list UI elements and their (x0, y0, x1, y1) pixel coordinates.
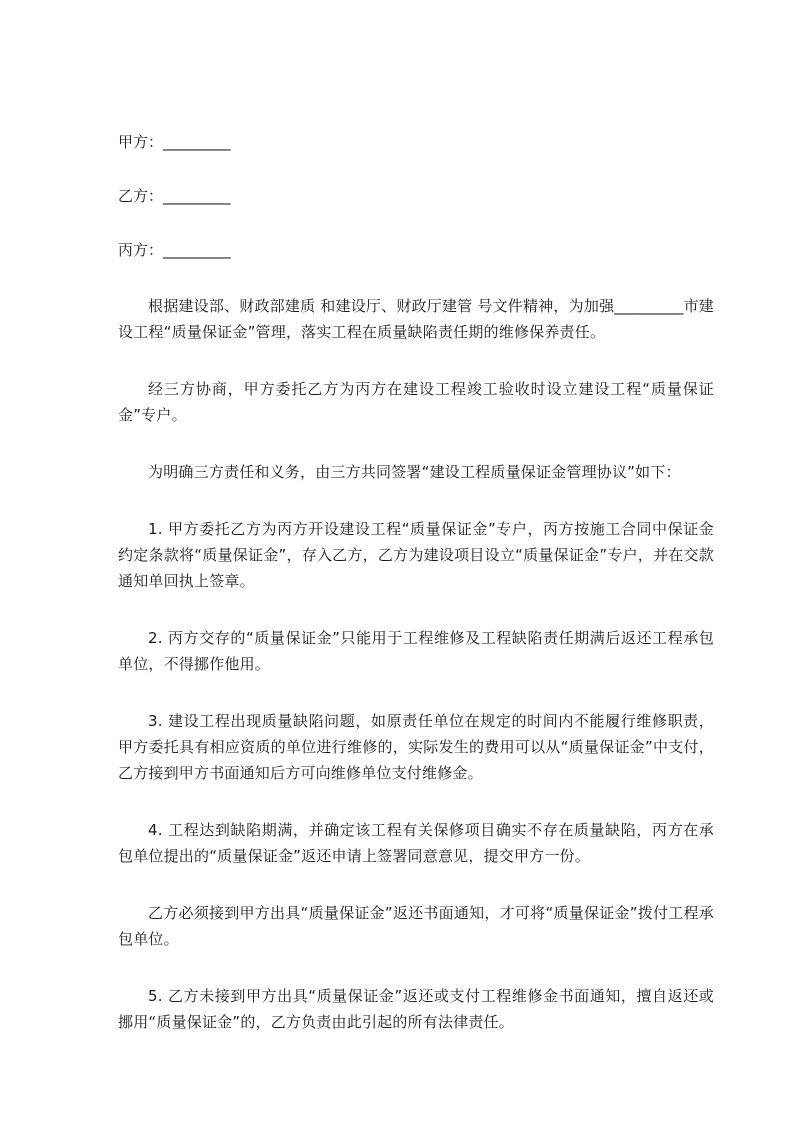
party-a-line: 甲方：_________ (118, 133, 231, 151)
party-c-line: 丙方：_________ (118, 241, 231, 259)
clause-2: 2. 丙方交存的“质量保证金”只能用于工程维修及工程缺陷责任期满后返还工程承包单位，不得挪作他用。 (118, 629, 714, 673)
party-b-line: 乙方：_________ (118, 187, 231, 205)
paragraph-agreement-intro: 为明确三方责任和义务，由三方共同签署“建设工程质量保证金管理协议”如下： (148, 463, 681, 481)
clause-4-supplement: 乙方必须接到甲方出具“质量保证金”返还书面通知，才可将“质量保证金”拨付工程承包单位。 (118, 904, 714, 948)
clause-1: 1. 甲方委托乙方为丙方开设建设工程“质量保证金”专户，丙方按施工合同中保证金约定条款将“质量保证金”，存入乙方，乙方为建设项目设立“质量保证金”专户，并在交款通知单回执上签章。 (118, 520, 714, 590)
document-body (118, 131, 714, 1066)
clause-3: 3. 建设工程出现质量缺陷问题，如原责任单位在规定的时间内不能履行维修职责，甲方委托具有相应资质的单位进行维修的，实际发生的费用可以从“质量保证金”中支付，乙方接到甲方书面通知后方可向维修单位支付维修金。 (118, 712, 714, 782)
paragraph-basis: 根据建设部、财政部建质 和建设厅、财政厅建管 号文件精神，为加强_________市建设工程“质量保证金”管理，落实工程在质量缺陷责任期的维修保养责任。 (118, 297, 714, 341)
paragraph-negotiation: 经三方协商，甲方委托乙方为丙方在建设工程竣工验收时设立建设工程“质量保证金”专户。 (118, 380, 714, 424)
clause-4: 4. 工程达到缺陷期满，并确定该工程有关保修项目确实不存在质量缺陷，丙方在承包单位提出的“质量保证金”返还申请上签署同意意见，提交甲方一份。 (118, 821, 714, 865)
clause-5: 5. 乙方未接到甲方出具“质量保证金”返还或支付工程维修金书面通知，擅自返还或挪用“质量保证金”的，乙方负责由此引起的所有法律责任。 (118, 987, 714, 1031)
